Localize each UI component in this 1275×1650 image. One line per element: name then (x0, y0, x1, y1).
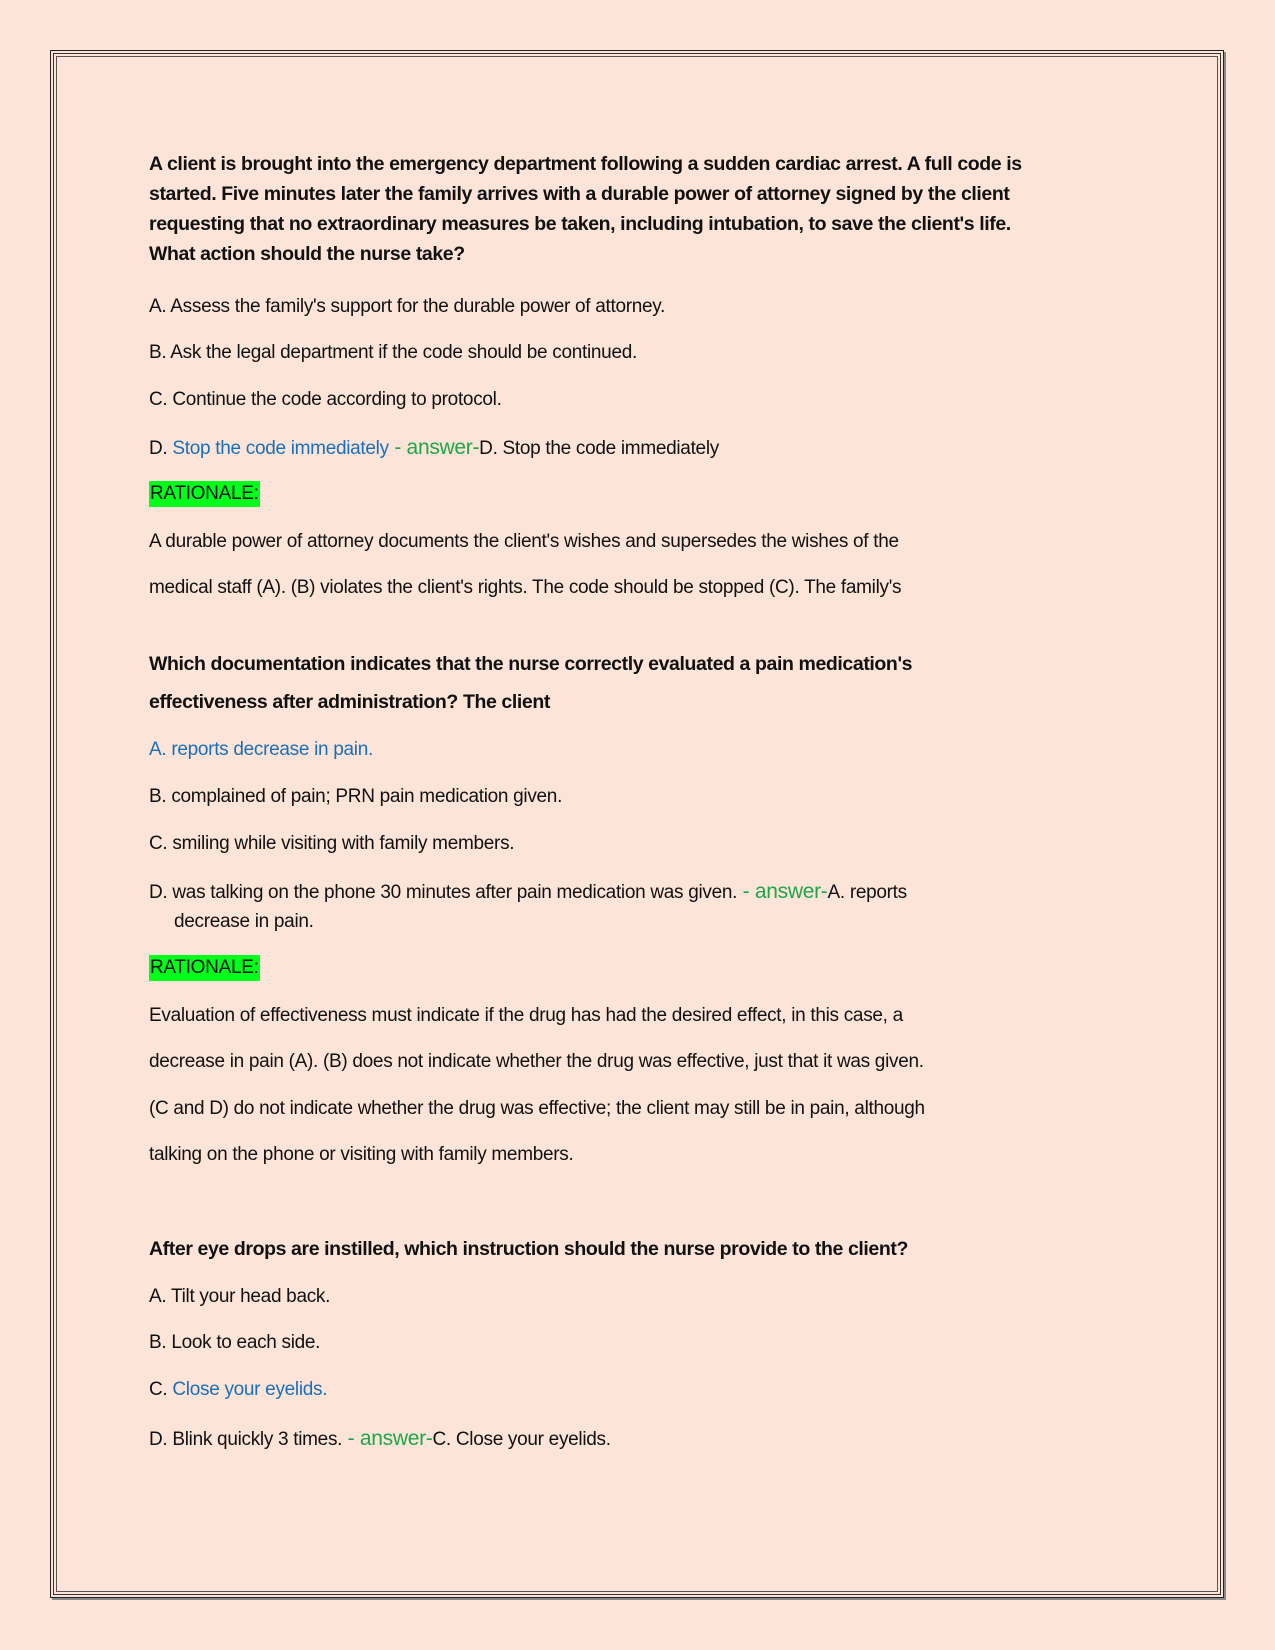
option-letter: C. (149, 1379, 168, 1400)
rationale-line: medical staff (A). (B) violates the client's rights. The code should be stopped (C). The family's (149, 577, 902, 598)
option-c (149, 834, 514, 853)
option-letter: B. (149, 786, 167, 807)
option-text-correct: Close your eyelids. (172, 1379, 328, 1400)
question-stem-line: What action should the nurse take? (149, 243, 465, 265)
answer-marker: - answer- (342, 1427, 433, 1450)
option-letter: D. (149, 438, 168, 459)
option-a-correct (149, 740, 373, 759)
option-text: Assess the family's support for the durable power of attorney. (170, 296, 666, 317)
rationale-line: decrease in pain (A). (B) does not indicate whether the drug was effective, just that it was given. (149, 1051, 924, 1072)
option-b (149, 343, 637, 362)
option-a (149, 1287, 330, 1306)
page-border-innermost (56, 56, 1218, 1592)
option-letter: B. (149, 342, 167, 363)
option-text: Blink quickly 3 times. (172, 1429, 343, 1450)
option-d (149, 1428, 611, 1449)
option-letter: B. (149, 1332, 167, 1353)
answer-text: D. Stop the code immediately (479, 438, 719, 459)
option-c (149, 390, 502, 409)
question-stem-line: effectiveness after administration? The client (149, 691, 550, 713)
option-text-correct: Stop the code immediately (172, 438, 389, 459)
option-d (149, 437, 719, 458)
option-letter: D. (149, 882, 168, 903)
question-stem-line: After eye drops are instilled, which instruction should the nurse provide to the client? (149, 1238, 908, 1260)
rationale-label-row (149, 958, 260, 977)
answer-text: A. reports (827, 882, 907, 903)
option-d (149, 881, 907, 902)
rationale-line: talking on the phone or visiting with family members. (149, 1144, 574, 1165)
option-letter: A. (149, 739, 167, 760)
rationale-line: Evaluation of effectiveness must indicate if the drug has had the desired effect, in this case, a (149, 1005, 903, 1026)
option-text: was talking on the phone 30 minutes after pain medication was given. (172, 882, 738, 903)
question-stem-line: started. Five minutes later the family arrives with a durable power of attorney signed by the client (149, 183, 1010, 205)
rationale-label-row (149, 484, 260, 503)
option-text: Ask the legal department if the code should be continued. (170, 342, 637, 363)
question-stem-line: requesting that no extraordinary measures be taken, including intubation, to save the client's life. (149, 213, 1011, 235)
question-stem-line: A client is brought into the emergency department following a sudden cardiac arrest. A full code is (149, 153, 1022, 175)
option-letter: A. (149, 296, 167, 317)
option-c (149, 1380, 327, 1399)
option-text: Tilt your head back. (171, 1286, 331, 1307)
page-border (50, 50, 1224, 1598)
rationale-label: RATIONALE: (149, 481, 260, 507)
option-b (149, 787, 562, 806)
option-letter: D. (149, 1429, 168, 1450)
option-text: smiling while visiting with family members. (172, 833, 515, 854)
option-text: reports decrease in pain. (171, 739, 373, 760)
option-letter: A. (149, 1286, 167, 1307)
question-stem-line: Which documentation indicates that the nurse correctly evaluated a pain medication's (149, 653, 913, 675)
rationale-line: (C and D) do not indicate whether the drug was effective; the client may still be in pain, although (149, 1098, 925, 1119)
option-letter: C. (149, 389, 168, 410)
answer-marker: - answer- (388, 436, 480, 459)
answer-text-continuation: decrease in pain. (174, 911, 314, 932)
option-a (149, 297, 665, 316)
option-b (149, 1333, 320, 1352)
option-text: complained of pain; PRN pain medication given. (171, 786, 563, 807)
answer-marker: - answer- (737, 880, 828, 903)
rationale-label: RATIONALE: (149, 955, 260, 981)
option-text: Look to each side. (171, 1332, 321, 1353)
answer-text: C. Close your eyelids. (432, 1429, 611, 1450)
rationale-line: A durable power of attorney documents the client's wishes and supersedes the wishes of the (149, 531, 899, 552)
option-text: Continue the code according to protocol. (172, 389, 502, 410)
option-letter: C. (149, 833, 168, 854)
